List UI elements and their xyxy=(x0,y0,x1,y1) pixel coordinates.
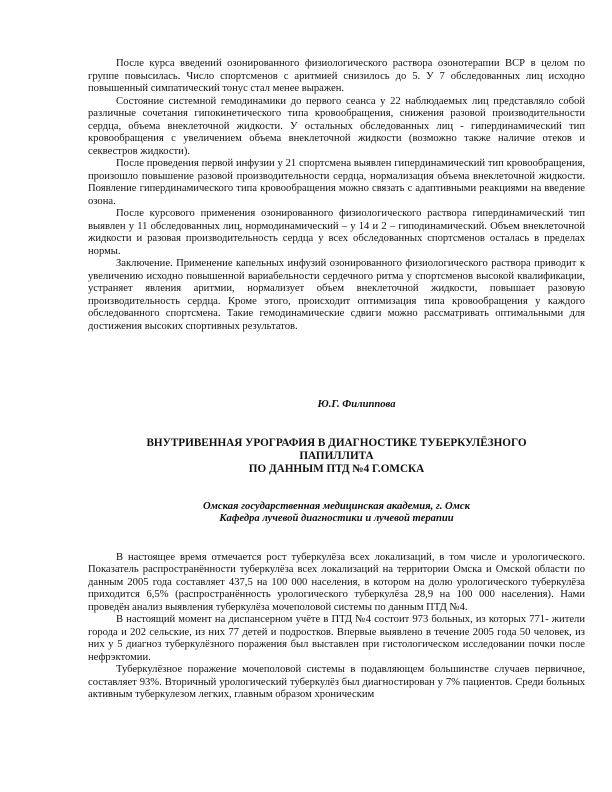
paragraph: После проведения первой инфузии у 21 спортсмена выявлен гипердинамический тип кровообращения, произошло повышение разовой производительности сердца, нормализация объема внеклеточной жидкости. Появление гипердинамического типа кровообращения можно связать с адаптивными реакциями на введение озона. xyxy=(88,158,585,207)
paragraph: Туберкулёзное поражение мочеполовой системы в подавляющем большинстве случаев первичное, составляет 93%. Вторичный урологический туберкулёз был диагностирован у 7% пациентов. Среди больных активным туберкулезом легких, главным образом хроническим xyxy=(88,664,585,700)
paragraph: В настоящее время отмечается рост туберкулёза всех локализаций, в том числе и урологического. Показатель распространённости туберкулёза всех локализаций на территории Омска и Омской области по данным 2005 года составляет 437,5 на 100 000 населения, в котором на долю урологического туберкулёза приходится 6,5% (распространённость урологического туберкулёза 28,9 на 100 000 населения). Нами проведён анализ выявления туберкулёза мочеполовой системы по данным ПТД №4. xyxy=(88,551,585,613)
title-line: ПАПИЛЛИТА xyxy=(299,449,374,462)
article-affiliation xyxy=(88,501,585,526)
paragraph: После курса введений озонированного физиологического раствора озонотерапии ВСР в целом по группе повысилась. Число спортсменов с аритмией снизилось до 5. У 7 обследованных лиц исходно повышенный симпатический тонус стал менее выражен. xyxy=(88,58,585,94)
title-line: ПО ДАННЫМ ПТД №4 Г.ОМСКА xyxy=(248,462,425,475)
paragraph: В настоящий момент на диспансерном учёте в ПТД №4 состоит 973 больных, из которых 771- жители города и 202 сельские, из них 77 детей и подростков. Впервые выявлено в течение 2005 года 50 человек, из них у 5 диагноз туберкулёзного поражения был выставлен при гистологическом исследовании почки после нефрэктомии. xyxy=(88,614,585,663)
conclusion-paragraph: Заключение. Применение капельных инфузий озонированного физиологического раствора приводит к увеличению исходно повышенной вариабельности сердечного ритма у спортсменов высокой квалификации, устраняет явления аритмии, нормализует объем внеклеточной жидкости, повышает разовую производительность сердца. Кроме этого, происходит оптимизация типа кровообращения у каждого обследованного спортсмена. Такие гемодинамические сдвиги можно рассматривать оптимальными для достижения высоких спортивных результатов. xyxy=(88,258,585,332)
article-author: Ю.Г. Филиппова xyxy=(317,399,396,410)
paragraph: Состояние системной гемодинамики до первого сеанса у 22 наблюдаемых лиц представляло собой различные сочетания гипокинетического типа кровообращения, снижения разовой производительности сердца, объема внеклеточной жидкости. У остальных обследованных лиц - гипердинамический тип кровообращения с увеличением объема внеклеточной жидкости (возможно также наличие отеков и секвестров жидкости). xyxy=(88,95,585,157)
paragraph: После курсового применения озонированного физиологического раствора гипердинамический тип выявлен у 11 обследованных лиц, нормодинамический – у 14 и 2 – гиподинамический. Объем внеклеточной жидкости и разовая производительность сердца у всех обследованных спортсменов осталась в пределах нормы. xyxy=(88,208,585,257)
affiliation-line: Кафедра лучевой диагностики и лучевой терапии xyxy=(219,513,454,524)
article-title xyxy=(88,437,585,476)
article-body xyxy=(88,552,585,702)
page-text xyxy=(88,58,585,702)
title-line: ВНУТРИВЕННАЯ УРОГРАФИЯ В ДИАГНОСТИКЕ ТУБЕРКУЛЁЗНОГО xyxy=(146,436,527,449)
affiliation-line: Омская государственная медицинская академия, г. Омск xyxy=(203,500,470,512)
